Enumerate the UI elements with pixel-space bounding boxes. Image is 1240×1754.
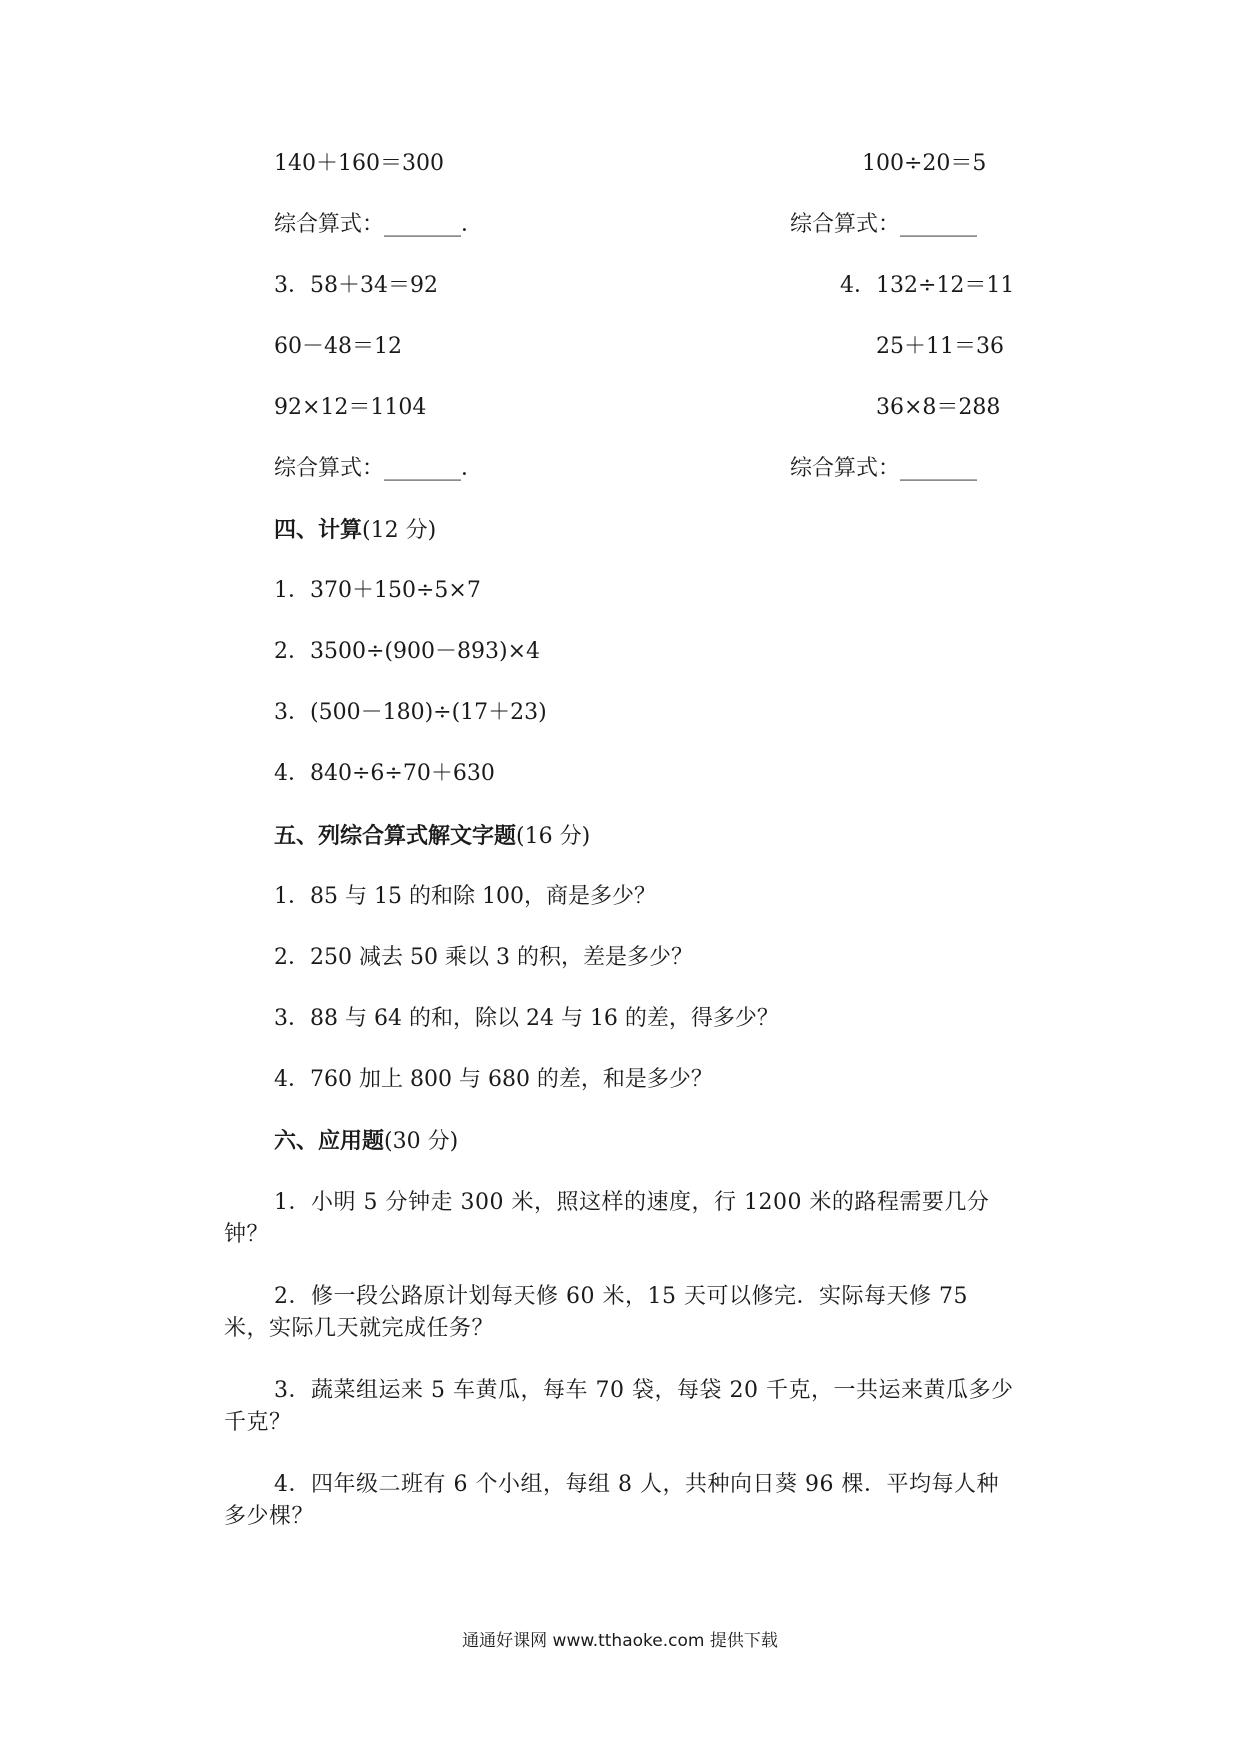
sec6-item-1: 1．小明 5 分钟走 300 米，照这样的速度，行 1200 米的路程需要几分钟？ <box>224 1190 990 1247</box>
sec6-heading-score: (30 分) <box>384 1129 459 1154</box>
sec3-row4-right: 25＋11＝36 <box>876 334 1004 359</box>
sec3-row2-right: 综合算式：_______ <box>790 212 978 237</box>
sec3-row1-left: 140＋160＝300 <box>274 151 444 176</box>
sec6-heading <box>274 1126 458 1157</box>
sec5-item-2: 2．250 减去 50 乘以 3 的积，差是多少？ <box>274 945 693 970</box>
sec4-heading <box>274 515 436 546</box>
sec3-row3-right: 4．132÷12＝11 <box>840 273 1015 298</box>
sec6-item-3: 3．蔬菜组运来 5 车黄瓜，每车 70 袋，每袋 20 千克，一共运来黄瓜多少千克？ <box>224 1378 1014 1435</box>
sec5-item-4: 4．760 加上 800 与 680 的差，和是多少？ <box>274 1067 713 1092</box>
sec3-row2-left: 综合算式：_______． <box>274 212 484 237</box>
sec4-heading-title: 四、计算 <box>274 517 363 543</box>
sec4-item-2: 2．3500÷(900－893)×4 <box>274 639 540 664</box>
sec3-row4-left: 60－48＝12 <box>274 334 402 359</box>
sec3-row5-right: 36×8＝288 <box>876 395 1001 420</box>
sec5-item-1: 1．85 与 15 的和除 100，商是多少？ <box>274 884 656 909</box>
sec4-item-4: 4．840÷6÷70＋630 <box>274 761 495 786</box>
sec4-heading-score: (12 分) <box>362 518 437 543</box>
sec5-heading-score: (16 分) <box>516 824 591 849</box>
sec3-row6-left: 综合算式：_______． <box>274 456 484 481</box>
sec6-item-4: 4．四年级二班有 6 个小组，每组 8 人，共种向日葵 96 棵．平均每人种多少棵？ <box>224 1472 999 1529</box>
sec3-row6-right: 综合算式：_______ <box>790 456 978 481</box>
sec5-heading-title: 五、列综合算式解文字题 <box>274 823 517 849</box>
sec5-item-3: 3．88 与 64 的和，除以 24 与 16 的差，得多少？ <box>274 1006 779 1031</box>
sec3-row1-right: 100÷20＝5 <box>862 151 987 176</box>
sec6-item-2: 2．修一段公路原计划每天修 60 米，15 天可以修完．实际每天修 75 米，实际几天就完成任务？ <box>224 1284 968 1341</box>
sec3-row3-left: 3．58＋34＝92 <box>274 273 438 298</box>
sec6-heading-title: 六、应用题 <box>274 1128 385 1154</box>
sec4-item-3: 3．(500－180)÷(17＋23) <box>274 700 547 725</box>
page-footer: 通通好课网 www.tthaoke.com 提供下载 <box>462 1631 778 1651</box>
sec5-heading <box>274 821 590 852</box>
sec4-item-1: 1．370＋150÷5×7 <box>274 578 481 603</box>
sec3-row5-left: 92×12＝1104 <box>274 395 427 420</box>
